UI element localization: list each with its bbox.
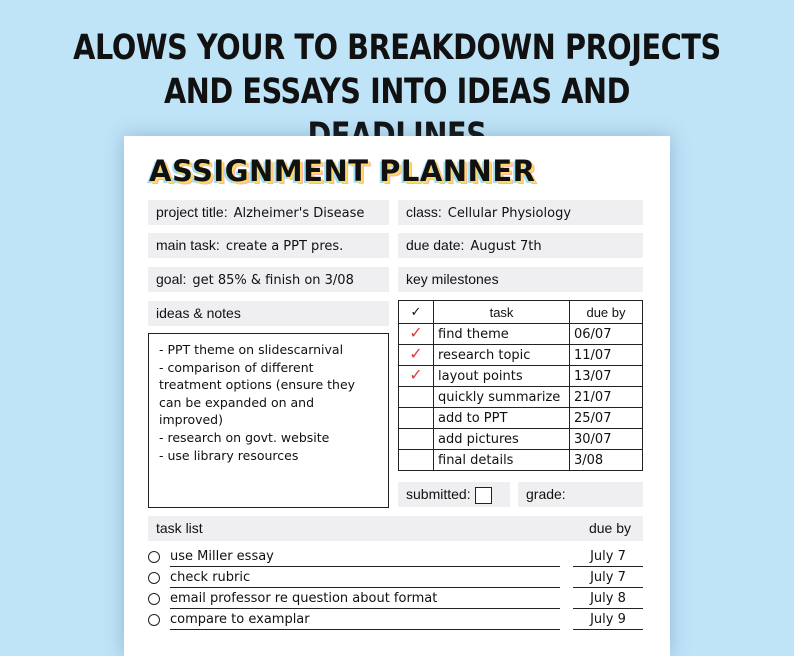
note-line: - PPT theme on slidescarnival [159, 342, 344, 357]
milestone-due[interactable]: 21/07 [570, 387, 643, 408]
milestone-checkbox[interactable]: ✓ [399, 345, 434, 366]
task-list-text[interactable]: compare to examplar [170, 611, 560, 630]
milestone-checkbox[interactable]: ✓ [399, 366, 434, 387]
milestone-row [399, 324, 643, 345]
milestone-row [399, 408, 643, 429]
milestones-task-header: task [434, 301, 570, 324]
milestone-task[interactable]: add to PPT [434, 408, 570, 429]
note-line: - research on govt. website [159, 429, 330, 445]
task-list-text[interactable]: email professor re question about format [170, 590, 560, 609]
task-list-due[interactable]: July 7 [573, 569, 643, 588]
milestone-task[interactable]: add pictures [434, 429, 570, 450]
milestone-due[interactable]: 06/07 [570, 324, 643, 345]
due-date-field[interactable] [398, 233, 643, 258]
milestone-task[interactable]: find theme [434, 324, 570, 345]
task-complete-radio[interactable] [148, 614, 160, 626]
ideas-notes-label: ideas & notes [156, 305, 241, 321]
submitted-field [398, 482, 510, 507]
note-line: treatment options (ensure they [159, 377, 356, 393]
task-list-item [148, 590, 643, 610]
task-list-text[interactable]: check rubric [170, 569, 560, 588]
key-milestones-heading [398, 267, 643, 292]
milestone-row [399, 450, 643, 471]
grade-label: grade: [526, 486, 566, 502]
note-line: - use library resources [159, 447, 299, 463]
main-task-value: create a PPT pres. [225, 239, 344, 254]
milestone-due[interactable]: 13/07 [570, 366, 643, 387]
class-value: Cellular Physiology [447, 206, 572, 221]
milestone-task[interactable]: research topic [434, 345, 570, 366]
milestone-due[interactable]: 3/08 [570, 450, 643, 471]
milestone-checkbox[interactable] [399, 429, 434, 450]
milestone-checkbox[interactable]: ✓ [399, 324, 434, 345]
milestones-check-header: ✓ [399, 301, 434, 324]
planner-title: ASSIGNMENT PLANNER [149, 154, 536, 188]
task-complete-radio[interactable] [148, 593, 160, 605]
note-line: improved) [159, 412, 223, 428]
planner-sheet [124, 136, 670, 656]
task-list-label: task list [156, 520, 203, 536]
task-list-due[interactable]: July 8 [573, 590, 643, 609]
task-list-item [148, 569, 643, 589]
task-list-text[interactable]: use Miller essay [170, 548, 560, 567]
milestone-checkbox[interactable] [399, 408, 434, 429]
milestone-task[interactable]: quickly summarize [434, 387, 570, 408]
milestone-due[interactable]: 25/07 [570, 408, 643, 429]
submitted-label: submitted: [406, 486, 471, 502]
milestone-task[interactable]: final details [434, 450, 570, 471]
milestone-row [399, 366, 643, 387]
milestone-task[interactable]: layout points [434, 366, 570, 387]
project-title-label: project title: [156, 204, 228, 220]
ideas-notes-heading [148, 301, 389, 326]
milestone-row [399, 387, 643, 408]
milestones-due-header: due by [570, 301, 643, 324]
task-list-due[interactable]: July 7 [573, 548, 643, 567]
milestone-row [399, 429, 643, 450]
task-list-due[interactable]: July 9 [573, 611, 643, 630]
task-list-item [148, 548, 643, 568]
task-complete-radio[interactable] [148, 572, 160, 584]
headline-line-2: AND ESSAYS INTO IDEAS AND [163, 72, 631, 112]
ideas-notes-box[interactable] [148, 333, 389, 508]
milestones-table [398, 300, 643, 471]
milestone-row [399, 345, 643, 366]
milestone-checkbox[interactable] [399, 450, 434, 471]
project-title-value: Alzheimer's Disease [233, 206, 365, 221]
headline-line-1: ALOWS YOUR TO BREAKDOWN PROJECTS [73, 28, 721, 68]
task-list-heading [148, 516, 643, 541]
project-title-field[interactable] [148, 200, 389, 225]
due-date-label: due date: [406, 237, 465, 253]
milestone-due[interactable]: 30/07 [570, 429, 643, 450]
class-field[interactable] [398, 200, 643, 225]
milestone-due[interactable]: 11/07 [570, 345, 643, 366]
class-label: class: [406, 204, 442, 220]
milestones-header-row [399, 301, 643, 324]
main-task-label: main task: [156, 237, 220, 253]
task-list-due-label: due by [588, 520, 631, 536]
goal-field[interactable] [148, 267, 389, 292]
task-list-item [148, 611, 643, 631]
key-milestones-label: key milestones [406, 271, 499, 287]
goal-value: get 85% & finish on 3/08 [192, 273, 354, 288]
submitted-checkbox[interactable] [475, 487, 492, 504]
milestone-checkbox[interactable] [399, 387, 434, 408]
due-date-value: August 7th [470, 239, 542, 254]
task-complete-radio[interactable] [148, 551, 160, 563]
main-task-field[interactable] [148, 233, 389, 258]
note-line: - comparison of different [159, 359, 314, 375]
note-line: can be expanded on and [159, 394, 315, 410]
grade-field[interactable] [518, 482, 643, 507]
goal-label: goal: [156, 271, 187, 287]
